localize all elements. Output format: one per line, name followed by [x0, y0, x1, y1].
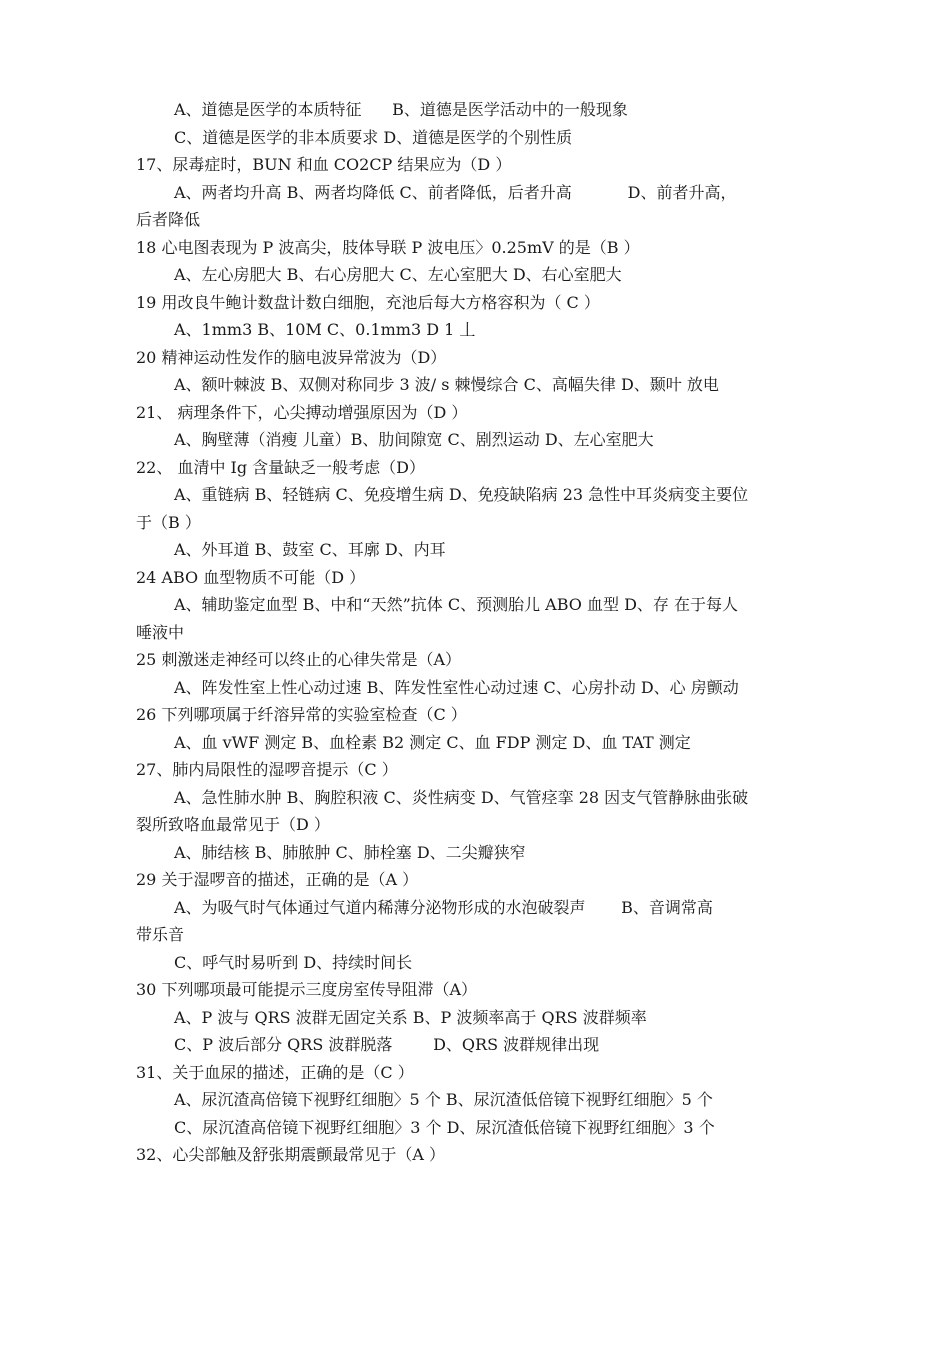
- question-text-body: [136, 96, 806, 1169]
- question-line: 17、尿毒症时，BUN 和血 CO2CP 结果应为（D ）: [136, 155, 512, 174]
- answer-option-line: A、辅助鉴定血型 B、中和“天然”抗体 C、预测胎儿 ABO 血型 D、存 在于每人: [174, 595, 738, 614]
- answer-option-line: A、额叶棘波 B、双侧对称同步 3 波/ s 棘慢综合 C、高幅失律 D、颞叶 放电: [174, 375, 719, 394]
- answer-option-line: A、道德是医学的本质特征 B、道德是医学活动中的一般现象: [174, 100, 628, 119]
- answer-option-line: A、外耳道 B、鼓室 C、耳廓 D、内耳: [174, 540, 446, 559]
- question-line: 于（B ）: [136, 512, 201, 532]
- question-line: 唾液中: [136, 622, 185, 642]
- question-line: 18 心电图表现为 P 波高尖，肢体导联 P 波电压〉0.25mV 的是（B ）: [136, 237, 640, 257]
- question-line: 30 下列哪项最可能提示三度房室传导阻滞（A）: [136, 980, 478, 999]
- answer-option-line: A、阵发性室上性心动过速 B、阵发性室性心动过速 C、心房扑动 D、心 房颤动: [174, 677, 739, 697]
- answer-option-line: A、尿沉渣高倍镜下视野红细胞〉5 个 B、尿沉渣低倍镜下视野红细胞〉5 个: [174, 1090, 713, 1109]
- question-line: 后者降低: [136, 210, 201, 229]
- answer-option-line: A、胸壁薄（消瘦 儿童）B、肋间隙宽 C、剧烈运动 D、左心室肥大: [174, 430, 654, 449]
- question-line: 27、肺内局限性的湿啰音提示（C ）: [136, 760, 398, 779]
- question-line: 22、 血清中 Ig 含量缺乏一般考虑（D）: [136, 457, 426, 477]
- question-line: 20 精神运动性发作的脑电波异常波为（D）: [136, 347, 447, 367]
- answer-option-line: A、1mm3 B、10M C、0.1mm3 D 1 丄: [174, 320, 476, 339]
- question-line: 裂所致咯血最常见于（D ）: [136, 815, 330, 834]
- answer-option-line: C、尿沉渣高倍镜下视野红细胞〉3 个 D、尿沉渣低倍镜下视野红细胞〉3 个: [174, 1117, 715, 1137]
- question-line: 29 关于湿啰音的描述，正确的是（A ）: [136, 870, 419, 889]
- answer-option-line: A、两者均升高 B、两者均降低 C、前者降低，后者升高 D、前者升高，: [174, 182, 737, 202]
- question-line: 25 刺激迷走神经可以终止的心律失常是（A）: [136, 650, 462, 669]
- answer-option-line: C、道德是医学的非本质要求 D、道德是医学的个别性质: [174, 127, 573, 147]
- question-line: 26 下列哪项属于纤溶异常的实验室检查（C ）: [136, 705, 467, 724]
- question-line: 19 用改良牛鲍计数盘计数白细胞，充池后每大方格容积为（ C ）: [136, 292, 600, 312]
- answer-option-line: A、为吸气时气体通过气道内稀薄分泌物形成的水泡破裂声 B、音调常高: [174, 897, 713, 917]
- answer-option-line: C、呼气时易听到 D、持续时间长: [174, 952, 413, 972]
- question-line: 24 ABO 血型物质不可能（D ）: [136, 567, 366, 587]
- answer-option-line: A、血 vWF 测定 B、血栓素 B2 测定 C、血 FDP 测定 D、血 TAT 测定: [174, 732, 691, 752]
- question-line: 带乐音: [136, 925, 185, 944]
- answer-option-line: A、急性肺水肿 B、胸腔积液 C、炎性病变 D、气管痉挛 28 因支气管静脉曲张破: [174, 787, 749, 807]
- answer-option-line: C、P 波后部分 QRS 波群脱落 D、QRS 波群规律出现: [174, 1035, 600, 1054]
- answer-option-line: A、P 波与 QRS 波群无固定关系 B、P 波频率高于 QRS 波群频率: [174, 1007, 647, 1027]
- answer-option-line: A、左心房肥大 B、右心房肥大 C、左心室肥大 D、右心室肥大: [174, 265, 622, 284]
- question-line: 32、心尖部触及舒张期震颤最常见于（A ）: [136, 1145, 446, 1164]
- question-line: 21、 病理条件下，心尖搏动增强原因为（D ）: [136, 402, 468, 422]
- answer-option-line: A、重链病 B、轻链病 C、免疫增生病 D、免疫缺陷病 23 急性中耳炎病变主要位: [174, 485, 749, 504]
- answer-option-line: A、肺结核 B、肺脓肿 C、肺栓塞 D、二尖瓣狭窄: [174, 842, 526, 862]
- question-line: 31、关于血尿的描述，正确的是（C ）: [136, 1062, 414, 1082]
